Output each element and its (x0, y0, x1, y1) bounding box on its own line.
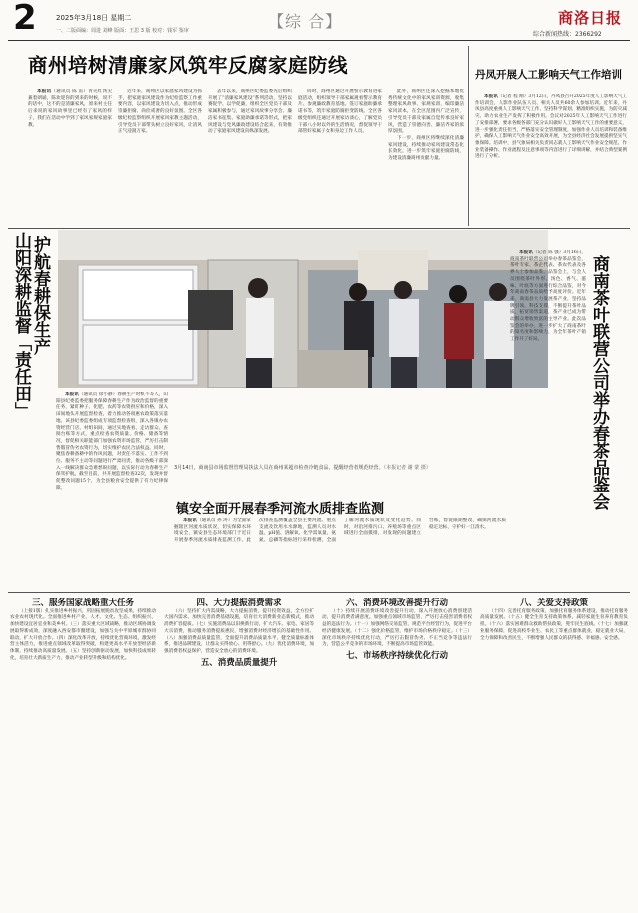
lower-col-2-heading-a: 四、大力提振消费需求 (196, 598, 282, 608)
lower-col-1-heading: 三、服务国家战略重大任务 (31, 598, 134, 608)
lower-col-2-heading-b: 五、消费品质量提升 (200, 657, 278, 668)
main-byline: 本报讯 (37, 89, 52, 94)
photo-credit: （本报记者 谢 蒙 摄） (383, 465, 431, 471)
lower-section-rule (8, 592, 630, 593)
main-article-col-3: 去年以来，商州区纪委监委先后组织开展了“清廉家风建设”系列活动，坚持以赛促学、以学促廉，组织全区党员干部及家属积极参与，通过家风故事分享会、廉洁家书征集、家庭助廉承诺等形式，把家风建设与党风廉政建设结合起来，有效推动了家庭家风建设向纵深发展。 (208, 89, 292, 135)
column-divider (468, 46, 469, 226)
news-hotline: 综合新闻热线：2366292 (533, 31, 602, 38)
mid-article-body: 本报讯（通讯员 孙 涛）为全面掌握辖区河流水质状况，切实保障水环境安全，镇安县生态环境部门于近日开展春季河流水质排查监测工作。此次排查监测覆盖全县主要河流、重点支流及饮用水水源地，监测人员对水温、pH值、溶解氧、化学需氧量、氨氮、总磷等指标进行采样检测，全面了解河流水质现状及变化趋势。同时，对沿河排污口、养殖场等重点区域进行全面摸排，对发现的问题建立台账，督促限期整改，确保河流水质稳定达标，守护好一江清水。 (174, 518, 506, 544)
lower-col-3: 六、消费环境改善提升行动 （十）持续开展消费环境改善提升行动，深入开展放心消费创建活动，提升消费者满意度。加强重点领域市场监管，严厉打击侵害消费者权益的违法行为。（十一）加强网络交易监管，规范平台经营行为，促进平台经济健康发展。（十二）强化价格监管，维护市场价格秩序稳定。（十三）深化市场秩序持续优化行动，严厉打击假冒伪劣、不正当竞争等违法行为，营造公平竞争的市场环境，不断提高市场监管效能。 七、市场秩序持续优化行动 (322, 598, 472, 661)
lower-col-4-heading: 八、关爱支持政策 (519, 598, 588, 608)
main-article-col-4: 同时，商州区通过开展警示教育进家庭活动，组织领导干部家属观看警示教育片、参观廉政教育基地、签订家庭助廉承诺书等，筑牢家庭防腐拒变防线。全区各级党组织还通过开展家访谈心，了解党员干部八小时以外的生活情况，督促领导干部管好家属子女和身边工作人员。 (298, 89, 382, 135)
right-vertical-headline: 商南茶叶联营公司举办春茶品鉴会 (589, 255, 609, 510)
main-headline: 商州培树清廉家风筑牢反腐家庭防线 (28, 54, 349, 77)
section-rule (8, 228, 630, 229)
supermarket-inspection-photo (58, 230, 548, 388)
section-title: 【综 合】 (268, 12, 343, 31)
main-article-col-2: 近年来，商州区以家庭家风建设为抓手，把家庭家风建设作为纪检监察工作重要内容，以家风建设为切入点，推动形成崇廉拒腐、尚俭戒奢的良好氛围。全区各级纪检监察组织开展家风家教主题活动，引导党员干部带头树立良好家风，让清风正气浸润万家。 (118, 89, 202, 135)
right-top-article: 本报讯（记者 程 刚）3月12日，丹凤县召开2025年度人工影响天气工作培训会，人影作业队伍人员、相关人员共60余人参加培训。近年来，丹凤县高度重视人工影响天气工作，坚持科学谋划，精准组织实施，为防灾减灾、助力农业生产发挥了积极作用。会议对2025年人工影响天气工作进行了安排部署，要求各级各部门充分认识做好人工影响天气工作的重要意义，进一步强化责任担当，严格落实安全管理制度，加强作业人员培训和装备维护，确保人工影响天气作业安全高效开展，为全县经济社会发展提供坚实气象保障。培训中，县气象局相关负责同志就人工影响天气作业安全规范、作业装备操作、作业流程及注意事项等内容进行了详细讲解，并结合典型案例进行了分析。 (475, 94, 627, 160)
left-vertical-headline-2: 护航春耕保生产 (30, 236, 50, 355)
main-article-col-5: 此外，商州区还深入挖掘本地优秀传统文化中的家风家训资源，收集整理家风故事、家规家训，编印廉洁家风读本，在全区范围内广泛宣传，引导党员干部及家属自觉传承良好家风，营造了崇德向善、廉洁齐家的浓厚氛围。 下一步，商州区将继续深化清廉家风建设，持续推动家风建设常态化长效化，进一步筑牢家庭拒腐防线，为建设清廉商州贡献力量。 (388, 89, 464, 162)
right-top-headline: 丹凤开展人工影响天气工作培训 (475, 69, 622, 81)
lower-col-3-heading-b: 七、市场秩序持续优化行动 (345, 650, 448, 661)
lower-col-4: 八、关爱支持政策 （十四）完善托育服务政策，加强托育服务体系建设，推动托育服务高质量发展。（十五）健全生育支持政策体系，减轻家庭生育养育教育负担。（十六）落实困难群众救助帮扶政策，兜牢民生底线。（十七）加强就业服务保障，促进高校毕业生、农民工等重点群体就业，稳定就业大局，全力保障和改善民生，不断增强人民群众的获得感、幸福感、安全感。 (480, 598, 628, 641)
editor-line: 一、二版面编：周进 刘峰 版面：王思 3 版 校对：钱军 鉴审 (56, 28, 189, 34)
right-vertical-article: 本报讯（记者 陈 强）3月16日，商南茶叶联营公司举办春茶品鉴会，茶叶专家、茶企代表、茶农代表及各界人士参加品鉴。品鉴会上，与会人员围绕茶叶外形、汤色、香气、滋味、叶底等方面进行综合品鉴，对今年商南春茶品质给予高度评价。近年来，商南县大力发展茶产业，坚持品牌引领、科技支撑，不断提升茶叶品质，拓宽销售渠道，茶产业已成为带动群众增收致富的主导产业。此次品鉴会的举办，进一步扩大了商南茶叶的知名度和影响力，为全年茶叶产销工作开了好局。 (510, 250, 586, 343)
main-article-col-1: 本报讯（通讯员 陈 雷）青壳红汤尖兼着朗诵，陈欢迎你的到来的时候，说不的话中，这不的是清廉家风，原来村主任后来说的家风故事里已经有了家风的样子，我们在活动中学到了家风家规家庭家教。 (28, 89, 112, 128)
page-number: 2 (13, 0, 37, 38)
page-header (0, 0, 638, 44)
mid-headline: 镇安全面开展春季河流水质排查监测 (176, 502, 385, 517)
left-vertical-headline-1: 山阳深耕监督「责任田」 (11, 232, 31, 419)
header-rule (8, 40, 630, 41)
newspaper-logo: 商洛日报 (558, 9, 623, 27)
lower-col-3-heading-a: 六、消费环境改善提升行动 (345, 598, 448, 608)
lower-col-2: 四、大力提振消费需求 （六）坚持扩大内需战略，大力提振消费，提升投资效益，全方位扩大国内需求。加快完善消费基础设施，培育壮大消费新业态新模式，推动消费扩容提质。（七）实施消费品以旧换新行动，扩大汽车、家电、家居等大宗消费，推动服务消费提质惠民，增强消费对经济增长的基础性作用。（八）加强消费品质量监管，全面提升消费品质量水平，健全质量标准体系，推进品牌建设，让群众买得放心、用得舒心。（九）优化消费环境，加强消费者权益保护，营造安全放心的消费环境。 五、消费品质量提升 (164, 598, 314, 668)
photo-caption: 3月14日，商南县市场监督管理局执法人员在商州某超市检查冷链食品，提醒经营者规范经营。（本报记者 谢 蒙 摄） (174, 465, 431, 471)
issue-date: 2025年3月18日 星期二 (56, 14, 132, 22)
news-photo (58, 230, 548, 388)
left-vertical-article: 本报讯（通讯员 徐小静）春耕生产时机不等人，山阳县纪委监委把服务保障春耕生产作为政治监督的重要任务，紧盯种子、化肥、农药等农资供应和价格，深入田间地头开展监督检查，着力推动各项惠农政策落实落地。该县纪委监委组成专项监督检查组，深入各镇办农资经营门店、村组田间，通过实地查看、走访群众、查阅台账等方式，重点检查农资质量、价格、储备等情况，督促相关职能部门加强农资市场监管，严厉打击制售假冒伪劣农资行为，切实维护农民合法权益。同时，聚焦春耕备耕中的作风问题，对责任不落实、工作不到位、服务不主动等问题进行严肃问责，推动各级干部深入一线解决群众急难愁盼问题，以实际行动为春耕生产保驾护航。截至目前，共开展监督检查32次，发现并督促整改问题15个，为全县粮食安全提供了有力纪律保障。 (56, 392, 168, 491)
lower-col-1: 三、服务国家战略重大任务 （上接1版）扎实推进乡村振兴，巩固拓展脱贫攻坚成果，持续推动农业农村现代化。全面推进乡村产业、人才、文化、生态、组织振兴，加快建设宜居宜业和美乡村。（三）落实重大区域战略，推动区域协调发展取得新成效，深度融入西安都市圈建设，加强与关中平原城市群协同联动，扩大开放合作。（四）深化改革开放，持续优化营商环境，激发经营主体活力，推进重点领域改革取得突破，构建更高水平开放型经济新体制，持续推动高质量发展。（五）坚持创新驱动发展，加快科技成果转化，培育壮大新质生产力，推动产业转型升级和结构优化。 (10, 598, 156, 661)
